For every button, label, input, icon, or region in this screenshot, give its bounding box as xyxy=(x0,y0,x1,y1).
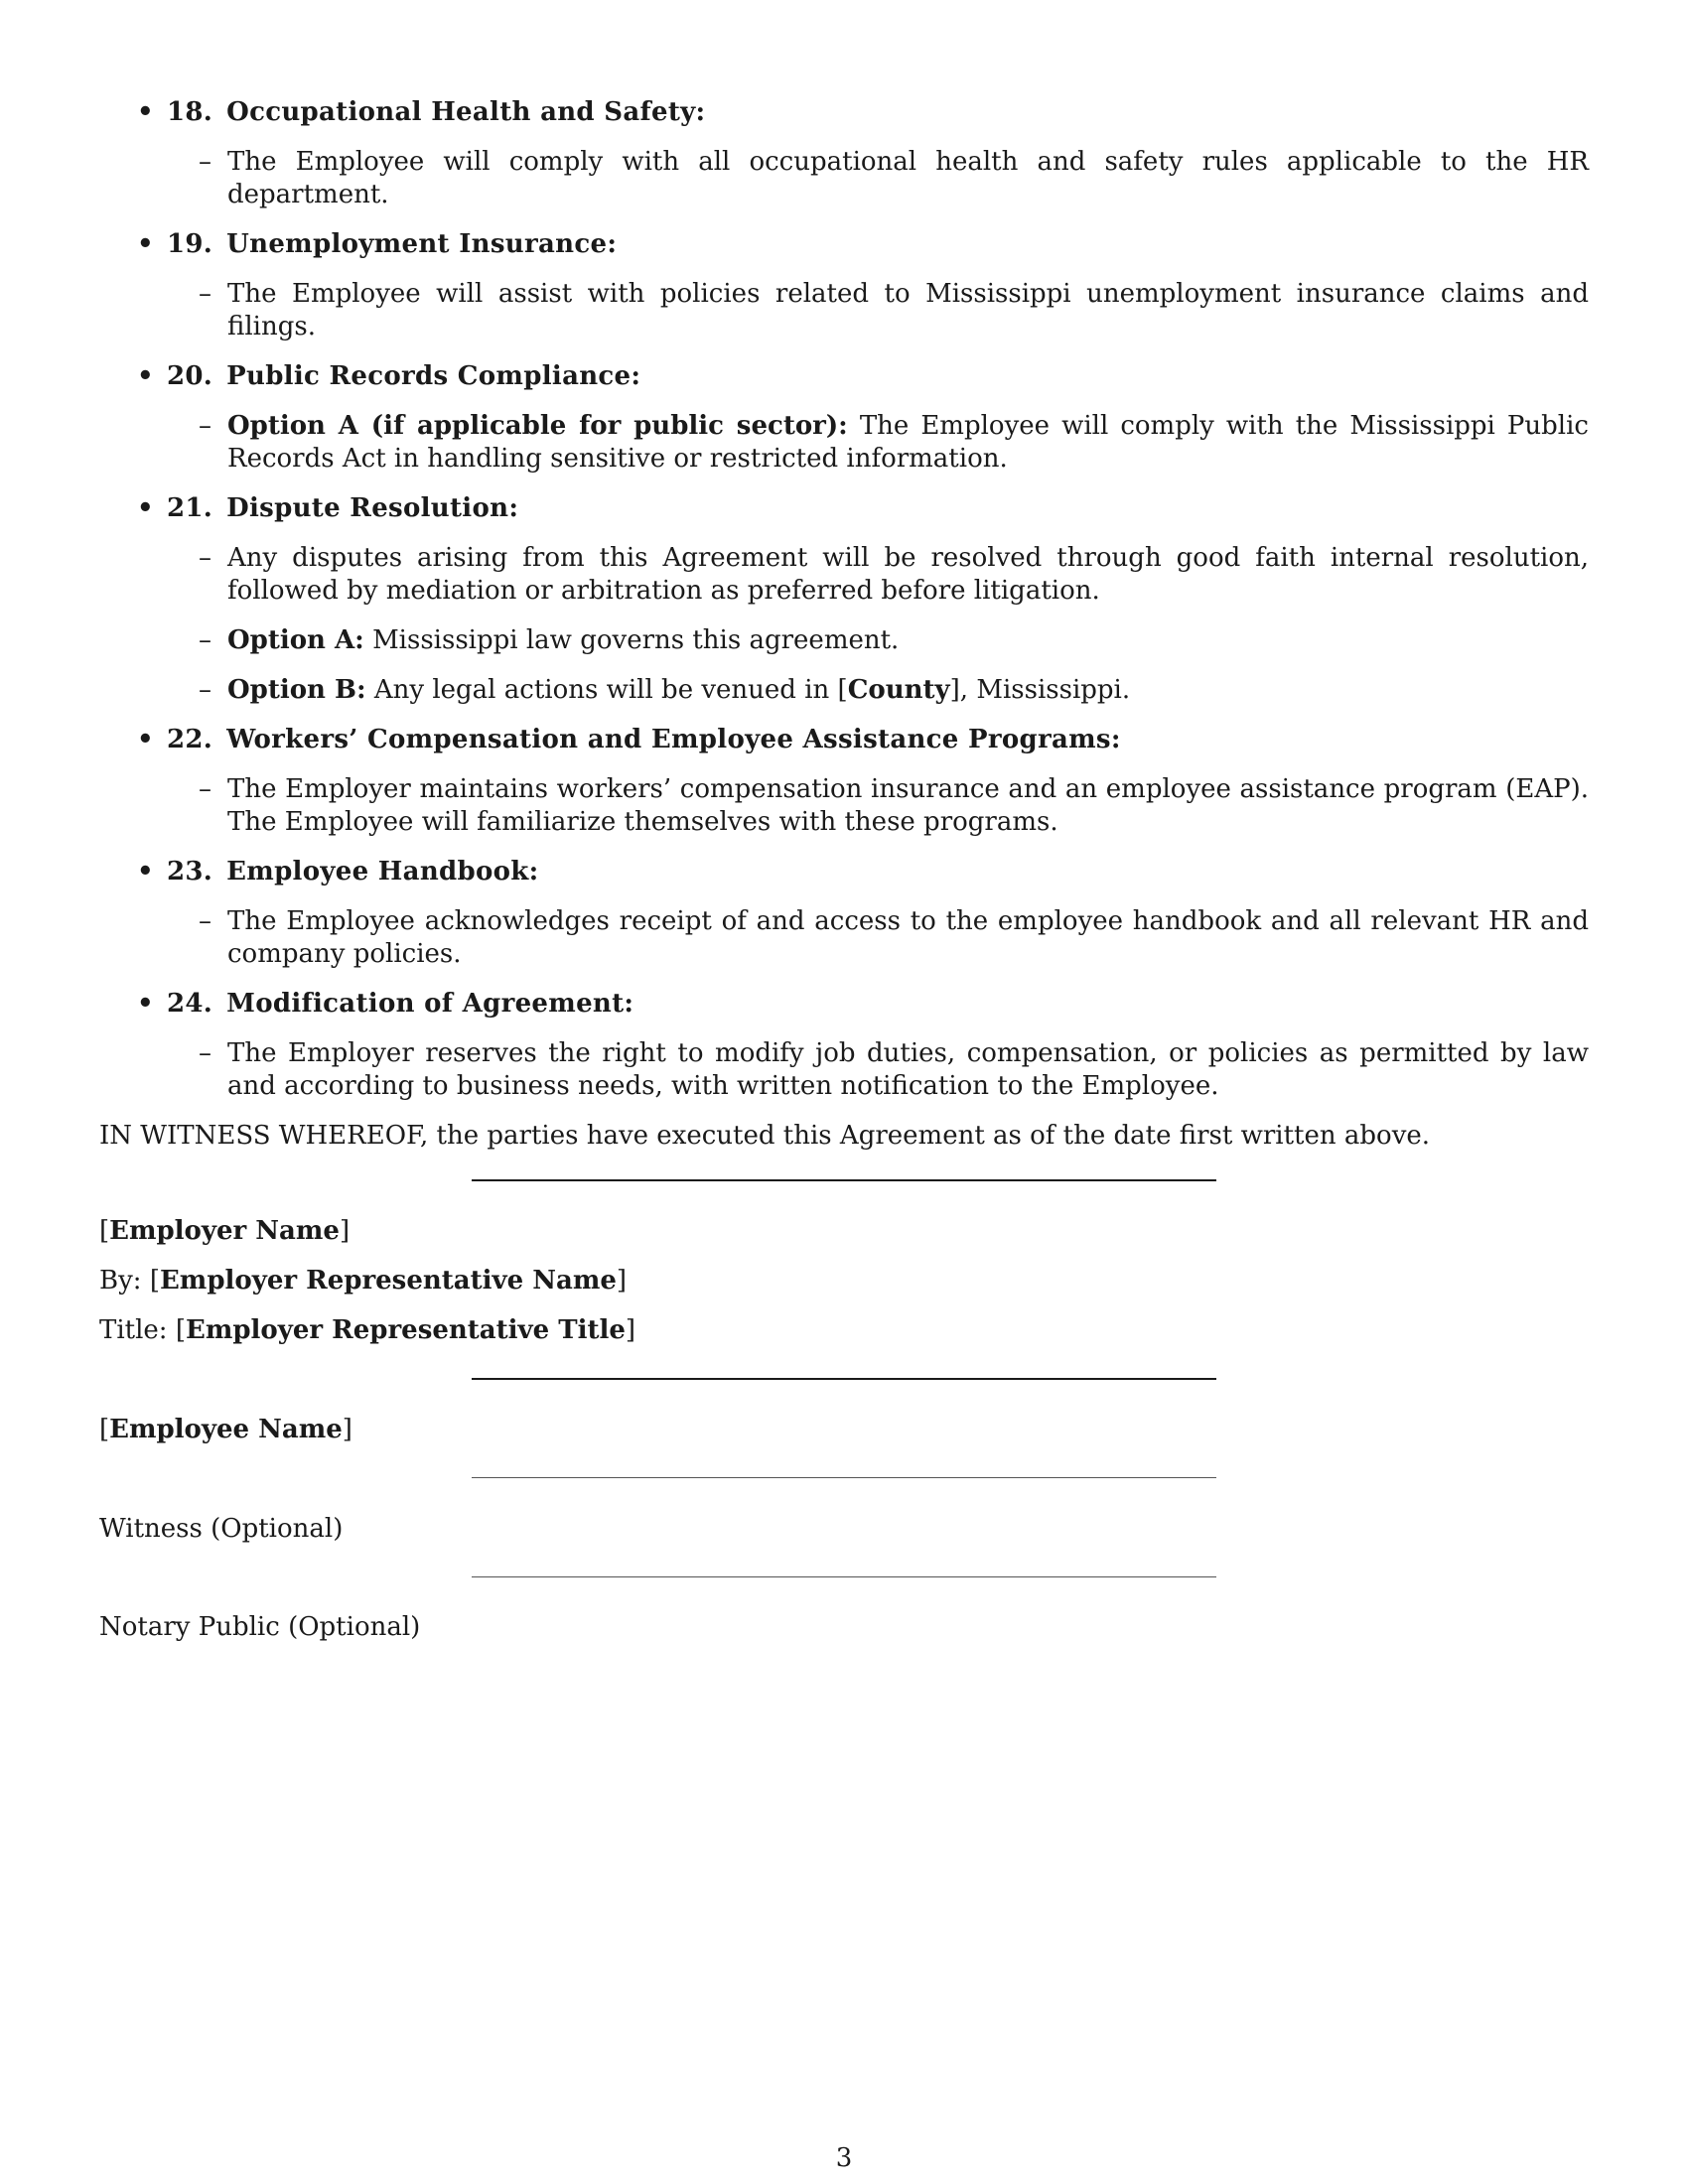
clause-item xyxy=(167,1037,1589,1103)
clause-title xyxy=(167,493,518,523)
clause-heading: Public Records Compliance: xyxy=(226,361,641,391)
clause-item-text: The Employee will comply with the Mississippi Public Records Act in handling sensitive or restricted information. xyxy=(227,411,1589,474)
bullet-icon: • xyxy=(137,97,154,127)
clause-heading: Workers’ Compensation and Employee Assistance Programs: xyxy=(226,725,1121,754)
clause-item xyxy=(167,410,1589,476)
employee-name-placeholder: Employee Name xyxy=(109,1415,343,1444)
clause-item-text: The Employer reserves the right to modify job duties, compensation, or policies as permitted by law and according to business needs, with written notification to the Employee. xyxy=(227,1038,1589,1101)
clause-item xyxy=(167,773,1589,839)
dash-icon: – xyxy=(199,675,211,705)
page-number: 3 xyxy=(835,2143,853,2173)
option-label: Option A: xyxy=(227,625,364,655)
clause-heading: Occupational Health and Safety: xyxy=(226,97,706,127)
clause-item xyxy=(167,278,1589,343)
employer-rep-title-placeholder: Employer Representative Title xyxy=(186,1315,626,1345)
clause-number: 22. xyxy=(167,725,213,754)
clause-23 xyxy=(99,856,1589,971)
document-page xyxy=(99,96,1589,1642)
clause-item-text: Any disputes arising from this Agreement will be resolved through good faith internal resolution, followed by mediation or arbitration as preferred before litigation. xyxy=(227,543,1589,606)
clause-title xyxy=(167,989,633,1019)
employer-name: [Employer Name] xyxy=(99,1216,351,1246)
clause-heading: Modification of Agreement: xyxy=(226,989,634,1019)
clause-items xyxy=(167,146,1589,211)
clause-item-text: The Employee will assist with policies related to Mississippi unemployment insurance claims and filings. xyxy=(227,279,1589,341)
dash-icon: – xyxy=(199,906,211,936)
clause-number: 21. xyxy=(167,493,213,523)
clause-19 xyxy=(99,228,1589,343)
clause-items xyxy=(167,1037,1589,1103)
clause-title xyxy=(167,229,617,259)
clause-items xyxy=(167,278,1589,343)
employer-signature-line[interactable] xyxy=(472,1179,1216,1181)
dash-icon: – xyxy=(199,279,211,309)
clause-title xyxy=(167,725,1121,754)
title-label: Title: xyxy=(99,1315,168,1345)
clause-number: 24. xyxy=(167,989,213,1019)
dash-icon: – xyxy=(199,543,211,573)
clause-18 xyxy=(99,96,1589,211)
dash-icon: – xyxy=(199,411,211,441)
employee-signature-line[interactable] xyxy=(472,1378,1216,1380)
by-label: By: xyxy=(99,1266,142,1296)
dash-icon: – xyxy=(199,774,211,804)
clause-item-text: Mississippi law governs this agreement. xyxy=(372,625,900,655)
clause-item-text: Any legal actions will be venued in [ xyxy=(373,675,848,705)
bullet-icon: • xyxy=(137,361,154,391)
option-label: Option B: xyxy=(227,675,366,705)
option-label: Option A (if applicable for public sector): xyxy=(227,411,848,441)
clause-heading: Dispute Resolution: xyxy=(226,493,519,523)
witness-label: Witness (Optional) xyxy=(99,1514,344,1544)
clause-item xyxy=(167,146,1589,211)
employer-rep-line: By: [Employer Representative Name] xyxy=(99,1266,628,1296)
clause-title xyxy=(167,857,538,887)
clause-list xyxy=(99,96,1589,1103)
clause-number: 18. xyxy=(167,97,213,127)
clause-item xyxy=(167,624,1589,657)
bullet-icon: • xyxy=(137,989,154,1019)
clause-24 xyxy=(99,988,1589,1103)
employer-rep-name-placeholder: Employer Representative Name xyxy=(159,1266,617,1296)
clause-item xyxy=(167,674,1589,707)
clause-title xyxy=(167,97,705,127)
witness-statement: IN WITNESS WHEREOF, the parties have executed this Agreement as of the date first written above. xyxy=(99,1121,1431,1151)
clause-item-text-after: ], Mississippi. xyxy=(949,675,1131,705)
clause-number: 19. xyxy=(167,229,213,259)
clause-item-text: The Employee acknowledges receipt of and access to the employee handbook and all relevant HR and company policies. xyxy=(227,906,1589,969)
clause-heading: Unemployment Insurance: xyxy=(226,229,618,259)
clause-items xyxy=(167,410,1589,476)
bullet-icon: • xyxy=(137,229,154,259)
clause-number: 20. xyxy=(167,361,213,391)
clause-number: 23. xyxy=(167,857,213,887)
notary-signature-line[interactable] xyxy=(472,1576,1216,1577)
clause-item xyxy=(167,905,1589,971)
clause-heading: Employee Handbook: xyxy=(226,857,539,887)
witness-signature-line[interactable] xyxy=(472,1477,1216,1478)
clause-items xyxy=(167,542,1589,707)
clause-items xyxy=(167,905,1589,971)
dash-icon: – xyxy=(199,147,211,177)
bullet-icon: • xyxy=(137,493,154,523)
clause-22 xyxy=(99,724,1589,839)
clause-21 xyxy=(99,492,1589,707)
dash-icon: – xyxy=(199,1038,211,1068)
employer-title-line: Title: [Employer Representative Title] xyxy=(99,1315,636,1345)
clause-item-text: The Employee will comply with all occupational health and safety rules applicable to the HR department. xyxy=(227,147,1589,209)
employee-name: [Employee Name] xyxy=(99,1415,352,1444)
dash-icon: – xyxy=(199,625,211,655)
county-placeholder: County xyxy=(847,675,950,705)
clause-items xyxy=(167,773,1589,839)
clause-item xyxy=(167,542,1589,608)
bullet-icon: • xyxy=(137,857,154,887)
clause-title xyxy=(167,361,640,391)
clause-item-text: The Employer maintains workers’ compensation insurance and an employee assistance program (EAP). The Employee will familiarize themselves with these programs. xyxy=(227,774,1589,837)
employer-name-placeholder: Employer Name xyxy=(109,1216,340,1246)
bullet-icon: • xyxy=(137,725,154,754)
notary-label: Notary Public (Optional) xyxy=(99,1612,421,1642)
clause-20 xyxy=(99,360,1589,476)
